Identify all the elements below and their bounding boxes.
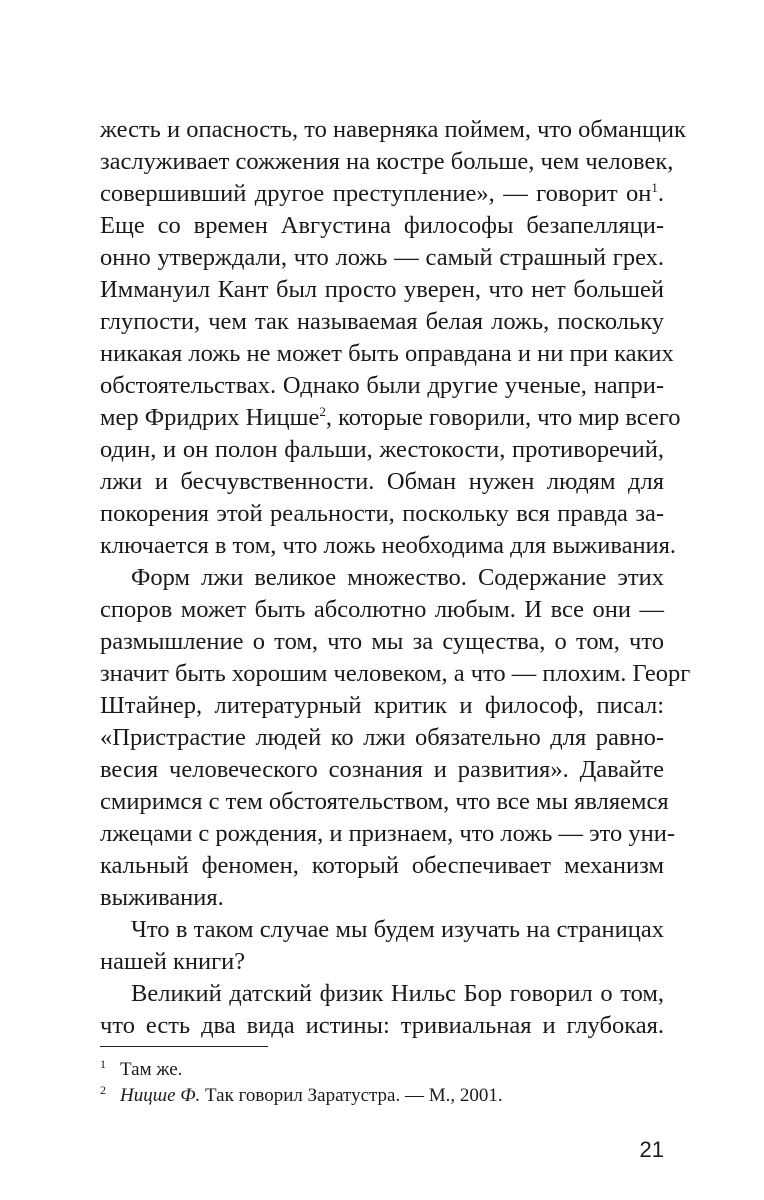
footnote-ref: 1 xyxy=(651,180,658,195)
footnote-ref: 2 xyxy=(319,404,326,419)
text-line: обстоятельствах. Однако были другие ученые, напри- xyxy=(100,372,664,399)
text-line: нашей книги? xyxy=(100,948,246,975)
text-line: ключается в том, что ложь необходима для выживания. xyxy=(100,532,677,559)
text-line: онно утверждали, что ложь — самый страшный грех. xyxy=(100,244,664,271)
text-line: глупости, чем так называемая белая ложь, поскольку xyxy=(100,308,664,335)
text-fragment: совершивший другое преступление», — говорит он xyxy=(100,180,652,207)
text-line: Иммануил Кант был просто уверен, что нет большей xyxy=(100,276,664,303)
text-line: один, и он полон фальши, жестокости, противоречий, xyxy=(100,436,664,463)
text-line: Еще со времен Августина философы безапелляци- xyxy=(100,212,664,239)
text-line: значит быть хорошим человеком, а что — плохим. Георг xyxy=(100,660,691,687)
text-line: что есть два вида истины: тривиальная и глубокая. xyxy=(100,1012,664,1039)
text-line: Что в таком случае мы будем изучать на страницах xyxy=(131,916,664,943)
footnote: 1 Там же. xyxy=(100,1057,183,1080)
text-line: споров может быть абсолютно любым. И все они — xyxy=(100,596,664,623)
text-line: покорения этой реальности, поскольку вся правда за- xyxy=(100,500,664,527)
text-fragment: , которые говорили, что мир всего xyxy=(325,404,681,431)
footnote-text: Так говорил Заратустра. — М., 2001. xyxy=(200,1085,503,1106)
text-fragment: . xyxy=(657,180,664,207)
text-line: весия человеческого сознания и развития». Давайте xyxy=(100,756,664,783)
text-line: лжи и бесчувственности. Обман нужен людям для xyxy=(100,468,664,495)
footnote-author: Ницше Ф. xyxy=(120,1085,201,1106)
text-line: жесть и опасность, то наверняка поймем, что обманщик xyxy=(100,116,686,143)
text-line xyxy=(100,178,664,210)
footnote-text: Там же. xyxy=(120,1059,183,1080)
footnote-divider xyxy=(100,1046,268,1047)
text-line: Великий датский физик Нильс Бор говорил о том, xyxy=(131,980,664,1007)
text-line: Штайнер, литературный критик и философ, писал: xyxy=(100,692,664,719)
text-line: выживания. xyxy=(100,884,224,911)
text-line: заслуживает сожжения на костре больше, чем человек, xyxy=(100,148,674,175)
text-line xyxy=(100,402,681,434)
text-fragment: мер Фридрих Ницше xyxy=(100,404,320,431)
text-line: размышление о том, что мы за существа, о том, что xyxy=(100,628,664,655)
text-line: никакая ложь не может быть оправдана и ни при каких xyxy=(100,340,674,367)
text-line: «Пристрастие людей ко лжи обязательно для равно- xyxy=(100,724,664,751)
page-number: 21 xyxy=(639,1137,664,1162)
footnote: 2 Ницше Ф. Так говорил Заратустра. — М., 2001. xyxy=(100,1083,503,1106)
text-line: смиримся с тем обстоятельством, что все мы являемся xyxy=(100,788,669,815)
text-line: кальный феномен, который обеспечивает механизм xyxy=(100,852,664,879)
text-line: лжецами с рождения, и признаем, что ложь — это уни- xyxy=(100,820,676,847)
text-line: Форм лжи великое множество. Содержание этих xyxy=(131,564,664,591)
